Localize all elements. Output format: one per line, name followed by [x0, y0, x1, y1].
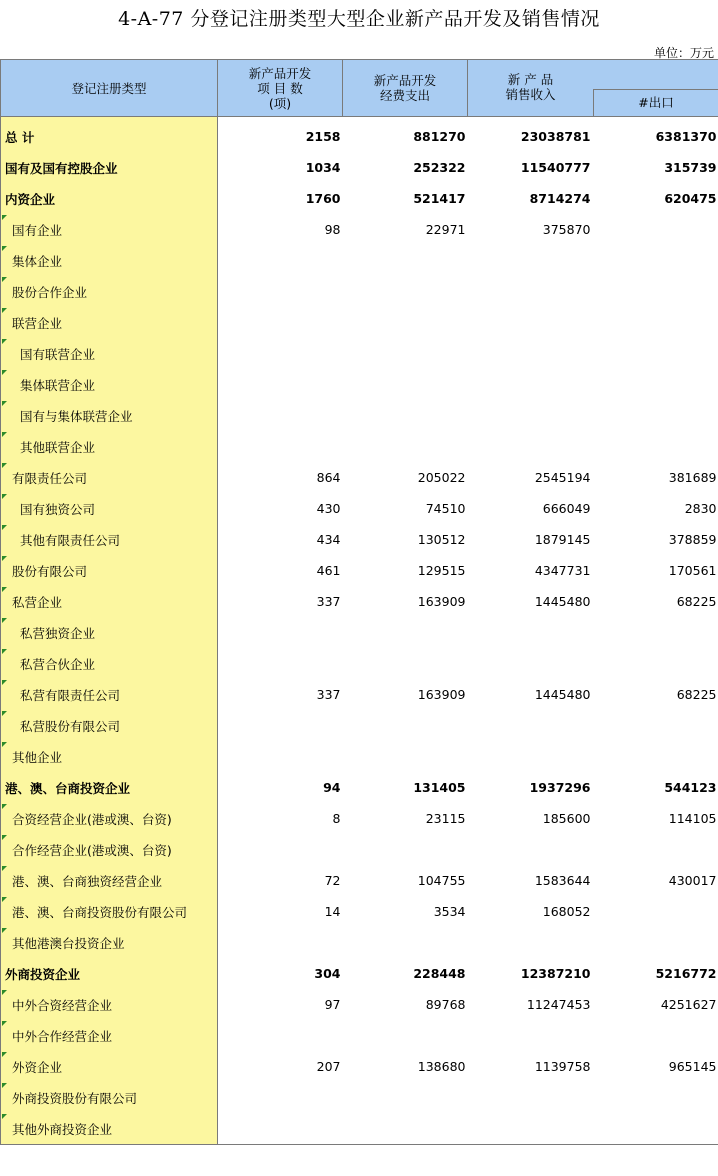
green-corner-marker-icon: [2, 742, 7, 747]
table-row: [1, 958, 718, 989]
cell-development-expense: 74510: [425, 501, 466, 516]
table-row: [1, 1113, 718, 1145]
table-row: [1, 586, 718, 617]
cell-development-expense: 228448: [413, 966, 466, 981]
row-label-text: 有限责任公司: [12, 470, 88, 486]
cell-development-expense: 138680: [417, 1059, 466, 1074]
cell-export: [593, 1020, 718, 1051]
header-project-count-line3: (项): [268, 95, 292, 111]
cell-project-count: [218, 1113, 343, 1145]
cell-sales-revenue: 8714274: [529, 191, 591, 206]
table-row: [1, 989, 718, 1020]
cell-export: 430017: [668, 873, 717, 888]
cell-project-count: 864: [316, 470, 341, 485]
cell-development-expense: 22971: [425, 222, 466, 237]
header-development-expense-line2: 经费支出: [379, 88, 430, 103]
cell-export: 4251627: [660, 997, 717, 1012]
cell-project-count: [218, 617, 343, 648]
green-corner-marker-icon: [2, 866, 7, 871]
row-label-text: 其他有限责任公司: [20, 532, 121, 548]
cell-development-expense: [343, 245, 468, 276]
table-row: [1, 865, 718, 896]
cell-project-count: 434: [316, 532, 341, 547]
cell-project-count: 2158: [305, 129, 341, 144]
row-label-text: 合作经营企业(港或澳、台资): [12, 842, 172, 858]
green-corner-marker-icon: [2, 339, 7, 344]
table-row: [1, 214, 718, 245]
row-label: [1, 183, 218, 214]
cell-export: [593, 431, 718, 462]
cell-sales-revenue: 4347731: [534, 563, 591, 578]
cell-sales-revenue: 185600: [542, 811, 591, 826]
cell-sales-revenue: [468, 1082, 593, 1113]
green-corner-marker-icon: [2, 1083, 7, 1088]
row-label: [1, 1051, 218, 1082]
row-label: [1, 307, 218, 338]
green-corner-marker-icon: [2, 401, 7, 406]
table-row: [1, 927, 718, 958]
row-label: [1, 152, 218, 183]
cell-project-count: [218, 338, 343, 369]
cell-sales-revenue: [468, 369, 593, 400]
cell-development-expense: [343, 834, 468, 865]
header-project-count: [218, 60, 343, 117]
green-corner-marker-icon: [2, 711, 7, 716]
green-corner-marker-icon: [2, 556, 7, 561]
cell-project-count: 337: [316, 594, 341, 609]
cell-sales-revenue: 11247453: [526, 997, 591, 1012]
table-row: [1, 183, 718, 214]
cell-project-count: 207: [316, 1059, 341, 1074]
cell-development-expense: [343, 276, 468, 307]
cell-export: 620475: [664, 191, 717, 206]
cell-export: [593, 276, 718, 307]
cell-sales-revenue: 1879145: [534, 532, 591, 547]
row-label-text: 中外合资经营企业: [12, 997, 113, 1013]
table-row: [1, 648, 718, 679]
header-sales-revenue-line1: 新 产 品: [507, 72, 554, 87]
table-row: [1, 1020, 718, 1051]
green-corner-marker-icon: [2, 525, 7, 530]
cell-project-count: 1034: [305, 160, 341, 175]
cell-export: [593, 741, 718, 772]
row-label-text: 国有与集体联营企业: [20, 408, 133, 424]
cell-development-expense: [343, 307, 468, 338]
green-corner-marker-icon: [2, 432, 7, 437]
cell-project-count: 14: [324, 904, 341, 919]
cell-export: [593, 648, 718, 679]
green-corner-marker-icon: [2, 246, 7, 251]
row-label-text: 国有企业: [12, 222, 63, 238]
row-label-text: 私营独资企业: [20, 625, 96, 641]
green-corner-marker-icon: [2, 277, 7, 282]
cell-sales-revenue: [468, 927, 593, 958]
row-label: [1, 493, 218, 524]
table-row: [1, 276, 718, 307]
green-corner-marker-icon: [2, 680, 7, 685]
cell-export: [593, 245, 718, 276]
row-label-text: 其他企业: [12, 749, 63, 765]
header-development-expense-line1: 新产品开发: [373, 73, 437, 88]
green-corner-marker-icon: [2, 587, 7, 592]
row-label: [1, 927, 218, 958]
row-label: [1, 679, 218, 710]
green-corner-marker-icon: [2, 618, 7, 623]
table-row: [1, 803, 718, 834]
cell-development-expense: 3534: [433, 904, 466, 919]
row-label-text: 其他联营企业: [20, 439, 96, 455]
row-label-text: 其他外商投资企业: [12, 1121, 113, 1137]
table-row: [1, 710, 718, 741]
table-row: [1, 617, 718, 648]
cell-export: [593, 927, 718, 958]
green-corner-marker-icon: [2, 835, 7, 840]
cell-export: 2830: [684, 501, 717, 516]
table-row: [1, 772, 718, 803]
cell-export: [593, 1113, 718, 1145]
cell-sales-revenue: 23038781: [520, 129, 591, 144]
green-corner-marker-icon: [2, 308, 7, 313]
row-label: [1, 958, 218, 989]
green-corner-marker-icon: [2, 649, 7, 654]
cell-project-count: [218, 710, 343, 741]
cell-development-expense: [343, 617, 468, 648]
table-row: [1, 462, 718, 493]
green-corner-marker-icon: [2, 897, 7, 902]
row-label: [1, 741, 218, 772]
table-row: [1, 369, 718, 400]
cell-sales-revenue: 666049: [542, 501, 591, 516]
header-registration-type: 登记注册类型: [1, 60, 218, 117]
row-label-text: 私营股份有限公司: [20, 718, 121, 734]
cell-export: [593, 338, 718, 369]
row-label: [1, 772, 218, 803]
header-sales-revenue-label: [468, 72, 593, 102]
cell-development-expense: [343, 431, 468, 462]
table-row: [1, 245, 718, 276]
cell-project-count: [218, 431, 343, 462]
row-label: [1, 1113, 218, 1145]
cell-sales-revenue: [468, 617, 593, 648]
cell-project-count: [218, 245, 343, 276]
row-label-text: 股份合作企业: [12, 284, 88, 300]
green-corner-marker-icon: [2, 1021, 7, 1026]
row-label-text: 私营企业: [12, 594, 63, 610]
cell-project-count: 337: [316, 687, 341, 702]
green-corner-marker-icon: [2, 215, 7, 220]
table-row: [1, 555, 718, 586]
row-label-text: 国有联营企业: [20, 346, 96, 362]
table-row: [1, 834, 718, 865]
cell-sales-revenue: 1445480: [534, 687, 591, 702]
header-development-expense: [343, 60, 468, 117]
green-corner-marker-icon: [2, 804, 7, 809]
cell-development-expense: 89768: [425, 997, 466, 1012]
table-row: [1, 679, 718, 710]
row-label-text: 私营合伙企业: [20, 656, 96, 672]
row-label: [1, 117, 218, 153]
row-label-text: 联营企业: [12, 315, 63, 331]
cell-development-expense: [343, 648, 468, 679]
cell-sales-revenue: [468, 1113, 593, 1145]
cell-development-expense: 23115: [425, 811, 466, 826]
cell-export: 114105: [668, 811, 717, 826]
cell-development-expense: [343, 710, 468, 741]
page-title: 4-A-77 分登记注册类型大型企业新产品开发及销售情况: [118, 8, 600, 30]
cell-export: [593, 896, 718, 927]
table-body: [1, 117, 718, 1145]
row-label-text: 港、澳、台商投资股份有限公司: [12, 904, 188, 920]
header-project-count-line1: 新产品开发: [248, 65, 312, 81]
row-label: [1, 865, 218, 896]
table-row: [1, 431, 718, 462]
table-row: [1, 117, 718, 153]
cell-development-expense: 163909: [417, 687, 466, 702]
cell-development-expense: 205022: [417, 470, 466, 485]
cell-development-expense: [343, 369, 468, 400]
row-label-text: 合资经营企业(港或澳、台资): [12, 811, 172, 827]
row-label: [1, 617, 218, 648]
cell-development-expense: [343, 741, 468, 772]
row-label: [1, 989, 218, 1020]
cell-project-count: [218, 834, 343, 865]
cell-project-count: 97: [324, 997, 341, 1012]
table-row: [1, 338, 718, 369]
table-row: [1, 493, 718, 524]
row-label-text: 外资企业: [12, 1059, 63, 1075]
cell-sales-revenue: [468, 307, 593, 338]
green-corner-marker-icon: [2, 463, 7, 468]
cell-project-count: [218, 276, 343, 307]
row-label-text: 股份有限公司: [12, 563, 88, 579]
cell-development-expense: [343, 400, 468, 431]
cell-sales-revenue: [468, 710, 593, 741]
cell-sales-revenue: 2545194: [534, 470, 591, 485]
cell-development-expense: 163909: [417, 594, 466, 609]
table-row: [1, 400, 718, 431]
row-label: [1, 369, 218, 400]
cell-project-count: [218, 1020, 343, 1051]
cell-project-count: [218, 307, 343, 338]
row-label: [1, 555, 218, 586]
row-label: [1, 1082, 218, 1113]
table-row: [1, 307, 718, 338]
cell-project-count: [218, 1082, 343, 1113]
cell-project-count: [218, 400, 343, 431]
row-label: [1, 431, 218, 462]
cell-project-count: 94: [323, 780, 341, 795]
green-corner-marker-icon: [2, 494, 7, 499]
cell-project-count: 461: [316, 563, 341, 578]
row-label: [1, 586, 218, 617]
row-label: [1, 338, 218, 369]
row-label-text: 国有及国有控股企业: [5, 160, 118, 176]
cell-sales-revenue: [468, 400, 593, 431]
table-row: [1, 741, 718, 772]
table-row: [1, 1051, 718, 1082]
green-corner-marker-icon: [2, 370, 7, 375]
cell-sales-revenue: 1139758: [534, 1059, 591, 1074]
cell-export: [593, 369, 718, 400]
cell-project-count: 98: [324, 222, 341, 237]
table-row: [1, 524, 718, 555]
row-label-text: 内资企业: [5, 191, 56, 207]
cell-export: 378859: [668, 532, 717, 547]
cell-export: 68225: [676, 594, 717, 609]
row-label-text: 外商投资股份有限公司: [12, 1090, 138, 1106]
row-label-text: 其他港澳台投资企业: [12, 935, 125, 951]
cell-export: 544123: [664, 780, 717, 795]
cell-sales-revenue: [468, 338, 593, 369]
cell-export: 68225: [676, 687, 717, 702]
cell-sales-revenue: [468, 741, 593, 772]
cell-development-expense: 129515: [417, 563, 466, 578]
cell-project-count: [218, 741, 343, 772]
row-label-text: 私营有限责任公司: [20, 687, 121, 703]
cell-sales-revenue: 168052: [542, 904, 591, 919]
table-row: [1, 152, 718, 183]
cell-development-expense: [343, 338, 468, 369]
cell-sales-revenue: 1937296: [529, 780, 591, 795]
row-label-text: 外商投资企业: [5, 966, 81, 982]
green-corner-marker-icon: [2, 1114, 7, 1119]
cell-export: [593, 834, 718, 865]
cell-development-expense: [343, 1113, 468, 1145]
row-label: [1, 276, 218, 307]
cell-export: 381689: [668, 470, 717, 485]
row-label-text: 总 计: [5, 129, 35, 145]
cell-sales-revenue: [468, 648, 593, 679]
cell-export: 315739: [664, 160, 717, 175]
green-corner-marker-icon: [2, 990, 7, 995]
cell-export: 170561: [668, 563, 717, 578]
row-label: [1, 245, 218, 276]
cell-development-expense: [343, 927, 468, 958]
table-header: [1, 60, 718, 117]
row-label-text: 港、澳、台商投资企业: [5, 780, 131, 796]
cell-sales-revenue: 12387210: [520, 966, 591, 981]
row-label: [1, 710, 218, 741]
cell-project-count: 1760: [305, 191, 341, 206]
row-label-text: 港、澳、台商独资经营企业: [12, 873, 163, 889]
table-row: [1, 1082, 718, 1113]
cell-development-expense: 521417: [413, 191, 466, 206]
header-sales-revenue-line2: 销售收入: [505, 87, 556, 102]
row-label-text: 国有独资公司: [20, 501, 96, 517]
row-label: [1, 648, 218, 679]
cell-development-expense: 881270: [413, 129, 466, 144]
cell-development-expense: 104755: [417, 873, 466, 888]
cell-sales-revenue: [468, 1020, 593, 1051]
cell-development-expense: [343, 1082, 468, 1113]
cell-export: [593, 400, 718, 431]
cell-project-count: 72: [324, 873, 341, 888]
cell-development-expense: 131405: [413, 780, 466, 795]
cell-export: [593, 617, 718, 648]
row-label-text: 集体联营企业: [20, 377, 96, 393]
row-label: [1, 834, 218, 865]
cell-project-count: [218, 369, 343, 400]
cell-sales-revenue: [468, 276, 593, 307]
cell-export: [593, 214, 718, 245]
cell-sales-revenue: 375870: [542, 222, 591, 237]
cell-project-count: 430: [316, 501, 341, 516]
cell-project-count: 8: [332, 811, 341, 826]
cell-sales-revenue: 11540777: [520, 160, 591, 175]
row-label: [1, 1020, 218, 1051]
row-label: [1, 896, 218, 927]
cell-sales-revenue: [468, 834, 593, 865]
green-corner-marker-icon: [2, 928, 7, 933]
cell-sales-revenue: 1445480: [534, 594, 591, 609]
unit-label: 单位：万元: [653, 46, 714, 60]
cell-sales-revenue: [468, 245, 593, 276]
cell-export: [593, 307, 718, 338]
cell-export: 5216772: [655, 966, 717, 981]
row-label: [1, 803, 218, 834]
cell-project-count: [218, 927, 343, 958]
table-row: [1, 896, 718, 927]
cell-sales-revenue: 1583644: [534, 873, 591, 888]
cell-export: [593, 1082, 718, 1113]
data-table: [0, 59, 718, 1145]
cell-export: [593, 710, 718, 741]
row-label-text: 集体企业: [12, 253, 63, 269]
cell-project-count: [218, 648, 343, 679]
row-label-text: 中外合作经营企业: [12, 1028, 113, 1044]
cell-project-count: 304: [314, 966, 341, 981]
row-label: [1, 400, 218, 431]
cell-development-expense: 252322: [413, 160, 466, 175]
cell-export: 6381370: [655, 129, 717, 144]
cell-sales-revenue: [468, 431, 593, 462]
green-corner-marker-icon: [2, 1052, 7, 1057]
cell-development-expense: [343, 1020, 468, 1051]
row-label: [1, 214, 218, 245]
row-label: [1, 524, 218, 555]
cell-export: 965145: [668, 1059, 717, 1074]
row-label: [1, 462, 218, 493]
cell-development-expense: 130512: [417, 532, 466, 547]
header-sales-revenue: [468, 60, 718, 117]
header-export: #出口: [593, 89, 718, 116]
header-project-count-line2: 项 目 数: [257, 80, 303, 96]
